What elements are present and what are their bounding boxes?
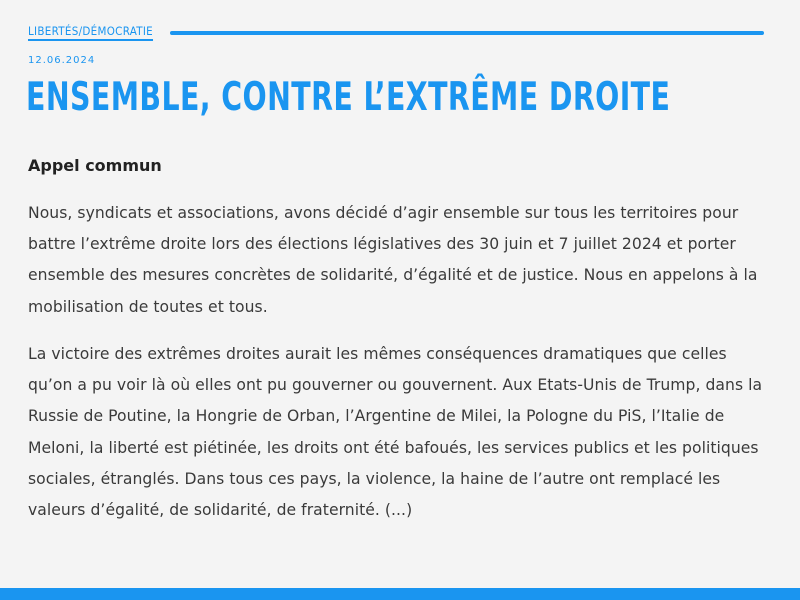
category-header xyxy=(28,24,764,44)
article-subtitle: Appel commun xyxy=(28,156,162,175)
publication-date: 12.06.2024 xyxy=(28,55,96,66)
article-paragraph-1: Nous, syndicats et associations, avons décidé d’agir ensemble sur tous les territoires pour battre l’extrême droite lors des élections législatives des 30 juin et 7 juillet 2024 et porter ensemble des mesures concrètes de solidarité, d’égalité et de justice. Nous en appelons à la mobilisation de toutes et tous. xyxy=(28,204,758,316)
article-paragraph-2: La victoire des extrêmes droites aurait les mêmes conséquences dramatiques que celles qu’on a pu voir là où elles ont pu gouverner ou gouvernent. Aux Etats-Unis de Trump, dans la Russie de Poutine, la Hongrie de Orban, l’Argentine de Milei, la Pologne du PiS, l’Italie de Meloni, la liberté est piétinée, les droits ont été bafoués, les services publics et les politiques sociales, étranglés. Dans tous ces pays, la violence, la haine de l’autre ont remplacé les valeurs d’égalité, de solidarité, de fraternité. (...) xyxy=(28,345,763,520)
category-link[interactable]: LIBERTÉS/DÉMOCRATIE xyxy=(28,24,154,38)
article-title: ENSEMBLE, CONTRE L’EXTRÊME DROITE xyxy=(26,75,671,120)
category-divider xyxy=(170,31,764,35)
footer-bar xyxy=(0,588,800,600)
